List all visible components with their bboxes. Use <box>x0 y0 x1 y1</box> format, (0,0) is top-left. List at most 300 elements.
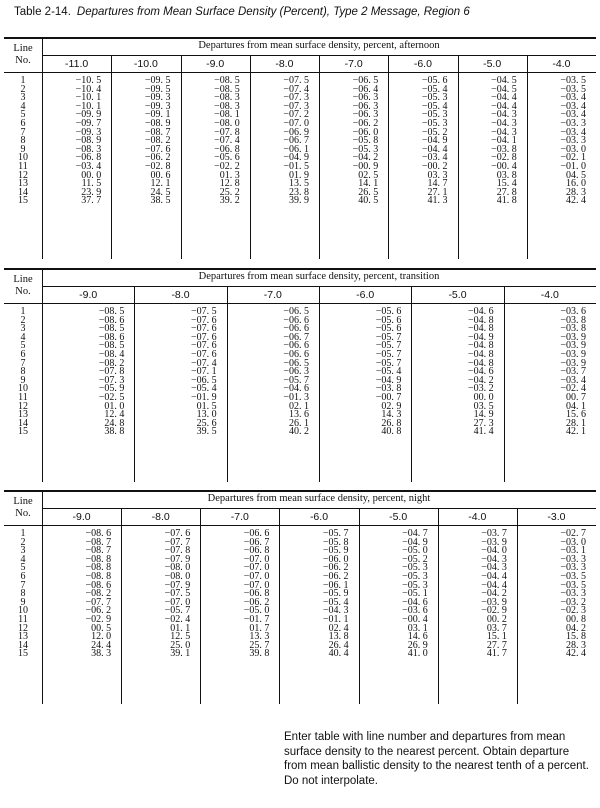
table-cell: −05. 2 <box>421 126 448 138</box>
table-cell: −10. 5 <box>75 75 102 86</box>
table-cell: −08. 6 <box>98 314 125 326</box>
column-values <box>121 530 190 659</box>
line-number: 11 <box>18 613 28 625</box>
column-values <box>527 77 586 206</box>
table-cell: −08. 0 <box>164 562 191 574</box>
table-cell: −05. 3 <box>352 143 379 155</box>
table-cell: −04. 2 <box>468 374 494 386</box>
table-cell: −08. 7 <box>85 536 112 548</box>
table-cell: −08. 3 <box>214 92 240 104</box>
table-cell: −05. 4 <box>191 383 217 395</box>
line-number: 4 <box>20 331 26 343</box>
table-cell: −09. 7 <box>75 117 102 129</box>
line-number: 2 <box>20 83 26 95</box>
column-values <box>504 308 586 437</box>
table-cell: −04. 4 <box>491 100 517 112</box>
table-cell: −03. 8 <box>375 383 402 395</box>
table-cell: −09. 9 <box>75 109 102 121</box>
table-cell: −03. 3 <box>560 588 586 600</box>
table-cell: −04. 9 <box>402 536 428 548</box>
table-cell: 03. 5 <box>473 400 494 412</box>
table-cell: −06. 5 <box>283 306 309 317</box>
table-cell: −08. 4 <box>98 348 125 360</box>
table-cell: 26. 1 <box>288 417 309 429</box>
table-cell: −04. 8 <box>468 357 494 369</box>
table-cell: −07. 6 <box>191 340 217 352</box>
table-cell: −03. 4 <box>560 100 586 112</box>
line-number: 8 <box>20 366 26 378</box>
line-number: 1 <box>20 528 26 539</box>
table-cell: −05. 3 <box>421 109 448 121</box>
line-number: 3 <box>20 545 26 557</box>
table-cell: −06. 7 <box>243 536 270 548</box>
line-number: 10 <box>18 605 28 617</box>
table-cell: −04. 9 <box>283 152 309 164</box>
table-cell: −06. 8 <box>214 143 240 155</box>
table-cell: −05. 6 <box>214 152 240 164</box>
table-cell: 26. 5 <box>358 186 379 198</box>
table-cell: −07. 5 <box>191 306 217 317</box>
line-number: 10 <box>18 383 28 395</box>
table-cell: −06. 5 <box>283 357 309 369</box>
column-values <box>319 308 401 437</box>
table-cell: −06. 6 <box>243 528 270 539</box>
column-values <box>134 308 216 437</box>
table-cell: 16. 0 <box>566 178 586 190</box>
table-cell: −07. 0 <box>243 553 270 565</box>
table-cell: 27. 1 <box>427 186 448 198</box>
table-cell: −05. 6 <box>375 314 402 326</box>
line-number: 14 <box>18 417 28 429</box>
column-values <box>42 77 101 206</box>
table-cell: −05. 7 <box>375 331 402 343</box>
table-cell: −03. 3 <box>560 117 586 129</box>
table-cell: 01. 5 <box>196 400 217 412</box>
table-cell: −02. 9 <box>481 605 507 617</box>
table-cell: −05. 7 <box>375 340 402 352</box>
table-cell: −07. 4 <box>191 357 217 369</box>
table-cell: 25. 7 <box>249 639 270 651</box>
table-cell: −08. 5 <box>214 83 240 95</box>
table-cell: −00. 4 <box>491 160 517 172</box>
table-cell: −03. 4 <box>421 152 448 164</box>
table-cell: −02. 4 <box>164 613 191 625</box>
table-cell: −04. 8 <box>468 323 494 335</box>
table-cell: −05. 3 <box>402 579 428 591</box>
table-cell: 42. 4 <box>566 195 586 207</box>
table-cell: −09. 3 <box>75 126 102 138</box>
table-cell: −05. 4 <box>421 100 448 112</box>
table-cell: −01. 5 <box>283 160 309 172</box>
column-values <box>181 77 240 206</box>
table-cell: −05. 7 <box>164 605 191 617</box>
table-cell: −05. 7 <box>322 528 349 539</box>
table-cell: −05. 3 <box>421 117 448 129</box>
table-cell: −07. 3 <box>283 92 309 104</box>
table-cell: 40. 5 <box>358 195 379 207</box>
table-cell: 23. 8 <box>289 186 309 198</box>
table-cell: −01. 7 <box>243 613 270 625</box>
table-cell: 12. 4 <box>104 409 125 421</box>
line-number: 8 <box>20 135 26 147</box>
table-cell: −07. 7 <box>85 596 112 608</box>
column-values <box>42 530 111 659</box>
table-cell: 28. 1 <box>565 417 586 429</box>
table-cell: −07. 3 <box>283 100 309 112</box>
table-cell: 01. 3 <box>219 169 240 181</box>
table-cell: −07. 8 <box>214 126 240 138</box>
table-cell: −05. 4 <box>322 596 349 608</box>
table-cell: −03. 5 <box>560 83 586 95</box>
table-cell: −02. 4 <box>560 383 586 395</box>
table-cell: −06. 3 <box>352 92 379 104</box>
column-header: -7.0 <box>230 511 249 523</box>
table-cell: −04. 1 <box>491 135 517 147</box>
line-number: 14 <box>18 186 28 198</box>
table-cell: −04. 9 <box>375 374 402 386</box>
column-header: -10.0 <box>133 58 158 70</box>
column-header: -9.0 <box>72 511 91 523</box>
table-cell: −06. 1 <box>283 143 309 155</box>
column-header: -5.0 <box>389 511 408 523</box>
table-cell: −00. 2 <box>421 160 448 172</box>
column-values <box>250 77 309 206</box>
table-cell: −03. 3 <box>560 135 586 147</box>
density-table-2 <box>4 268 596 482</box>
column-header: -8.0 <box>275 58 294 70</box>
table-cell: 13. 5 <box>289 178 309 190</box>
table-cell: −03. 3 <box>560 562 586 574</box>
table-cell: −06. 5 <box>191 374 217 386</box>
column-values <box>359 530 428 659</box>
table-cell: 41. 4 <box>473 426 494 438</box>
table-cell: 15. 6 <box>565 409 586 421</box>
table-cell: −09. 1 <box>144 109 171 121</box>
line-number: 5 <box>20 340 26 352</box>
table-cell: −05. 3 <box>402 562 428 574</box>
line-number: 13 <box>18 178 28 190</box>
column-header: -8.0 <box>151 511 170 523</box>
table-cell: −07. 9 <box>164 579 191 591</box>
line-number: 6 <box>20 117 26 129</box>
table-cell: 00. 8 <box>565 613 586 625</box>
table-cell: −01. 1 <box>322 613 349 625</box>
table-cell: −08. 7 <box>85 545 112 557</box>
table-cell: 41. 0 <box>407 648 428 660</box>
table-cell: −03. 9 <box>560 348 586 360</box>
table-cell: −06. 4 <box>352 83 379 95</box>
table-cell: 04. 1 <box>565 400 586 412</box>
table-cell: 39. 9 <box>289 195 309 207</box>
table-cell: −07. 0 <box>243 562 270 574</box>
table-cell: −06. 8 <box>75 152 102 164</box>
section-heading: Departures from mean surface density, percent, afternoon <box>198 40 440 51</box>
line-number: 15 <box>18 426 28 438</box>
table-cell: 03. 3 <box>427 169 448 181</box>
table-cell: 23. 9 <box>81 186 102 198</box>
table-cell: −06. 2 <box>144 152 171 164</box>
table-cell: −10. 1 <box>75 100 102 112</box>
table-cell: 40. 4 <box>328 648 349 660</box>
line-number: 15 <box>18 648 28 660</box>
table-cell: 13. 0 <box>196 409 217 421</box>
section-heading: Departures from mean surface density, percent, night <box>207 493 431 504</box>
table-cell: −04. 8 <box>468 340 494 352</box>
column-header: -4.0 <box>552 58 571 70</box>
column-header: -7.0 <box>263 289 282 301</box>
line-number: 11 <box>18 391 28 403</box>
table-cell: −04. 2 <box>352 152 379 164</box>
table-cell: 25. 2 <box>219 186 240 198</box>
line-number: 12 <box>18 400 28 412</box>
table-cell: −06. 2 <box>352 117 379 129</box>
table-cell: 15. 8 <box>565 631 586 643</box>
line-number-header-word: Line <box>13 496 33 507</box>
column-values <box>388 77 447 206</box>
table-cell: −06. 6 <box>283 340 309 352</box>
line-number-header-word: Line <box>13 274 33 285</box>
table-cell: 39. 8 <box>249 648 270 660</box>
table-cell: −06. 8 <box>243 545 270 557</box>
table-cell: 38. 3 <box>91 648 112 660</box>
line-number: 15 <box>18 195 28 207</box>
table-cell: −03. 9 <box>560 357 586 369</box>
table-cell: −07. 6 <box>191 323 217 335</box>
table-cell: 27. 7 <box>486 639 507 651</box>
table-cell: −10. 4 <box>75 83 102 95</box>
table-cell: 27. 8 <box>496 186 517 198</box>
table-cell: −08. 0 <box>164 570 191 582</box>
table-cell: −03. 3 <box>560 553 586 565</box>
section-heading: Departures from mean surface density, percent, transition <box>198 271 440 282</box>
table-cell: −07. 0 <box>243 570 270 582</box>
table-cell: 24. 5 <box>150 186 171 198</box>
column-header: -9.0 <box>206 58 225 70</box>
table-cell: −08. 2 <box>98 357 125 369</box>
table-cell: 01. 1 <box>170 622 191 634</box>
line-number: 3 <box>20 323 26 335</box>
table-cell: −04. 4 <box>421 143 448 155</box>
table-cell: 00. 6 <box>150 169 171 181</box>
table-cell: −08. 8 <box>85 570 112 582</box>
column-header: -4.0 <box>468 511 487 523</box>
table-cell: −05. 7 <box>375 357 402 369</box>
line-number: 9 <box>20 143 26 155</box>
table-cell: −03. 4 <box>560 109 586 121</box>
column-values <box>319 77 378 206</box>
table-cell: −08. 8 <box>85 562 112 574</box>
line-number: 13 <box>18 409 28 421</box>
density-table-3 <box>4 490 596 704</box>
table-cell: 37. 7 <box>81 195 102 207</box>
table-cell: 24. 8 <box>104 417 125 429</box>
table-cell: −05. 6 <box>421 75 448 86</box>
table-cell: −06. 2 <box>243 596 270 608</box>
table-cell: −04. 6 <box>468 306 494 317</box>
table-cell: 40. 8 <box>381 426 402 438</box>
table-cell: 00. 5 <box>91 622 112 634</box>
table-cell: −02. 2 <box>214 160 240 172</box>
table-cell: −05. 4 <box>375 366 402 378</box>
table-cell: 03. 8 <box>496 169 517 181</box>
table-cell: 02. 4 <box>328 622 349 634</box>
column-values <box>438 530 507 659</box>
table-cell: −04. 9 <box>421 135 448 147</box>
line-number: 12 <box>18 169 28 181</box>
table-cell: −06. 8 <box>243 588 270 600</box>
table-cell: −00. 4 <box>402 613 428 625</box>
page-title <box>14 6 470 18</box>
table-cell: −05. 8 <box>352 135 379 147</box>
table-cell: −05. 4 <box>421 83 448 95</box>
table-cell: −04. 6 <box>402 596 428 608</box>
table-cell: 28. 3 <box>565 639 586 651</box>
table-cell: −03. 4 <box>75 160 102 172</box>
table-cell: 39. 2 <box>219 195 240 207</box>
footnote: Enter table with line number and departures from mean surface density to the nearest percent. Obtain departure from mean ballistic density to the nearest tenth of a percent. Do not interpolate. <box>284 731 589 787</box>
table-cell: −03. 7 <box>560 366 586 378</box>
line-number: 7 <box>20 126 26 138</box>
table-cell: 41. 8 <box>496 195 517 207</box>
table-cell: −04. 3 <box>491 117 517 129</box>
table-cell: −06. 1 <box>322 579 349 591</box>
table-cell: −08. 2 <box>85 588 112 600</box>
table-cell: 28. 3 <box>566 186 586 198</box>
table-cell: −04. 8 <box>468 314 494 326</box>
column-values <box>200 530 269 659</box>
line-number: 6 <box>20 570 26 582</box>
line-numbers <box>4 77 42 206</box>
table-cell: −06. 2 <box>85 605 112 617</box>
line-number: 12 <box>18 622 28 634</box>
line-number-header <box>4 274 42 298</box>
table-cell: −01. 0 <box>560 160 586 172</box>
column-header: -4.0 <box>540 289 559 301</box>
table-cell: 00. 7 <box>565 391 586 403</box>
table-cell: 04. 5 <box>566 169 586 181</box>
table-cell: −08. 9 <box>75 135 102 147</box>
table-cell: −03. 2 <box>468 383 494 395</box>
table-cell: −05. 0 <box>402 545 428 557</box>
table-cell: −04. 4 <box>491 92 517 104</box>
table-cell: 26. 9 <box>407 639 428 651</box>
table-cell: −04. 0 <box>481 545 507 557</box>
table-cell: −05. 9 <box>322 588 349 600</box>
table-cell: 26. 4 <box>328 639 349 651</box>
density-table-1 <box>4 37 596 259</box>
line-number: 2 <box>20 536 26 548</box>
column-header: -7.0 <box>344 58 363 70</box>
line-number: 3 <box>20 92 26 104</box>
table-cell: 25. 0 <box>170 639 191 651</box>
table-cell: −04. 7 <box>402 528 428 539</box>
table-cell: −02. 3 <box>560 605 586 617</box>
table-cell: −05. 3 <box>402 570 428 582</box>
table-cell: 14. 6 <box>407 631 428 643</box>
table-cell: 41. 7 <box>486 648 507 660</box>
table-cell: 41. 3 <box>427 195 448 207</box>
table-cell: −07. 4 <box>283 83 309 95</box>
table-cell: −03. 2 <box>560 596 586 608</box>
table-cell: −03. 8 <box>491 143 517 155</box>
table-cell: −04. 4 <box>481 570 507 582</box>
table-cell: −03. 8 <box>560 314 586 326</box>
column-values <box>458 77 517 206</box>
table-cell: −06. 3 <box>352 109 379 121</box>
column-values <box>227 308 309 437</box>
table-cell: 14. 9 <box>473 409 494 421</box>
table-cell: −06. 6 <box>283 323 309 335</box>
column-header: -6.0 <box>356 289 375 301</box>
column-values <box>42 308 124 437</box>
table-cell: 03. 1 <box>407 622 428 634</box>
table-cell: −07. 6 <box>191 348 217 360</box>
line-number: 9 <box>20 374 26 386</box>
table-cell: 11. 5 <box>81 178 102 190</box>
table-cell: −03. 7 <box>481 528 507 539</box>
line-number: 11 <box>18 160 28 172</box>
line-number-header <box>4 496 42 520</box>
table-top-rule <box>4 490 596 492</box>
table-cell: 03. 7 <box>486 622 507 634</box>
table-cell: −08. 7 <box>144 126 171 138</box>
table-cell: −08. 6 <box>98 331 125 343</box>
table-cell: −08. 2 <box>144 135 171 147</box>
table-cell: −04. 3 <box>481 562 507 574</box>
table-cell: −03. 9 <box>481 596 507 608</box>
table-cell: −03. 9 <box>560 340 586 352</box>
table-cell: −10. 1 <box>75 92 102 104</box>
table-cell: 13. 8 <box>328 631 349 643</box>
table-cell: 26. 8 <box>381 417 402 429</box>
table-cell: −06. 7 <box>283 135 309 147</box>
table-cell: −04. 3 <box>491 126 517 138</box>
line-number-header <box>4 43 42 67</box>
table-cell: −05. 8 <box>322 536 349 548</box>
table-cell: 01. 7 <box>249 622 270 634</box>
line-number: 9 <box>20 596 26 608</box>
table-cell: −04. 3 <box>322 605 349 617</box>
line-number: 14 <box>18 639 28 651</box>
table-cell: −08. 9 <box>144 117 171 129</box>
table-cell: −03. 0 <box>560 143 586 155</box>
table-cell: −07. 5 <box>283 75 309 86</box>
table-cell: −09. 5 <box>144 75 171 86</box>
table-cell: −05. 0 <box>243 605 270 617</box>
column-header: -8.0 <box>171 289 190 301</box>
table-cell: −08. 1 <box>214 109 240 121</box>
table-cell: −07. 0 <box>164 596 191 608</box>
table-cell: −05. 6 <box>375 323 402 335</box>
table-cell: −04. 5 <box>491 75 517 86</box>
table-cell: −05. 3 <box>421 92 448 104</box>
table-cell: −02. 8 <box>491 152 517 164</box>
table-cell: 14. 1 <box>358 178 379 190</box>
table-cell: −03. 8 <box>560 323 586 335</box>
table-cell: −04. 9 <box>468 331 494 343</box>
table-cell: 00. 2 <box>486 613 507 625</box>
table-cell: −03. 5 <box>560 570 586 582</box>
line-number-header-word: No. <box>15 286 31 297</box>
table-cell: −07. 1 <box>191 366 217 378</box>
table-cell: −08. 3 <box>75 143 102 155</box>
column-header: -11.0 <box>65 58 89 70</box>
table-cell: −05. 2 <box>402 553 428 565</box>
line-number: 10 <box>18 152 28 164</box>
table-cell: −02. 1 <box>560 152 586 164</box>
table-cell: −08. 5 <box>98 306 125 317</box>
table-cell: −07. 0 <box>283 117 309 129</box>
